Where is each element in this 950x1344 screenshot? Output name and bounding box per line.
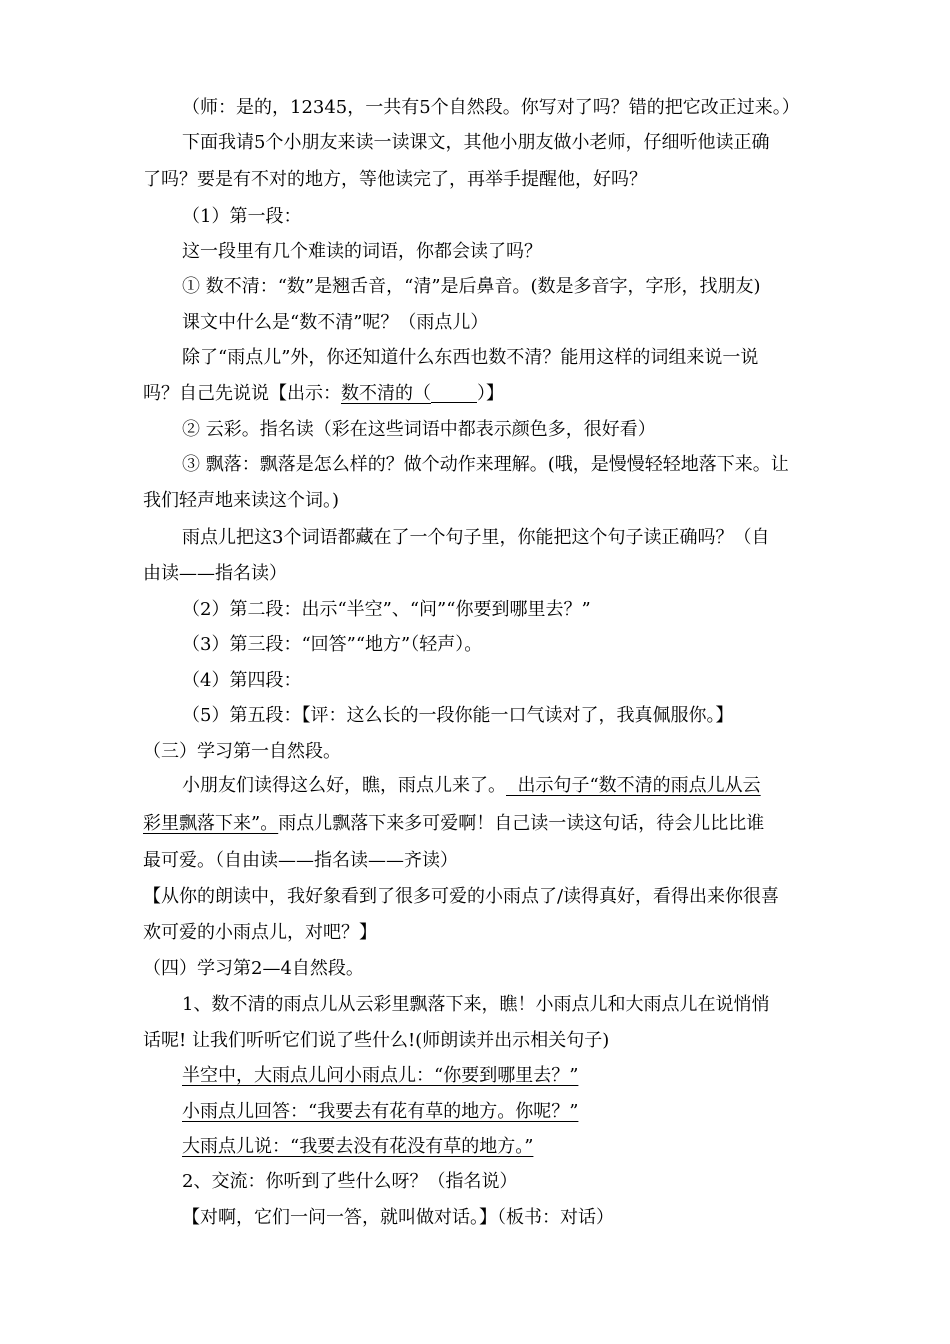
text-line: 下面我请5个小朋友来读一读课文，其他小朋友做小老师，仔细听他读正确 bbox=[182, 132, 770, 153]
text-line: ② 云彩。指名读（彩在这些词语中都表示颜色多，很好看） bbox=[182, 419, 656, 440]
text-line bbox=[182, 774, 761, 798]
section-heading: （四）学习第2—4自然段。 bbox=[143, 958, 364, 979]
text-line: （师：是的，12345，一共有5个自然段。你写对了吗？错的把它改正过来。） bbox=[182, 97, 800, 118]
text-line: 课文中什么是“数不清”呢？（雨点儿） bbox=[182, 312, 489, 333]
dialogue-sentence: 大雨点儿说：“我要去没有花没有草的地方。” bbox=[182, 1136, 534, 1157]
dialogue-sentence: 小雨点儿回答：“我要去有花有草的地方。你呢？” bbox=[182, 1101, 579, 1122]
text-line: 话呢! 让我们听听它们说了些什么!(师朗读并出示相关句子) bbox=[143, 1030, 610, 1051]
text-segment: 雨点儿飘落下来多可爱啊！自己读一读这句话，待会儿比比谁 bbox=[278, 813, 765, 834]
text-line: （2）第二段：出示“半空”、“问”“你要到哪里去？” bbox=[182, 599, 591, 620]
text-line: 我们轻声地来读这个词。) bbox=[143, 490, 340, 511]
text-segment: 小朋友们读得这么好，瞧，雨点儿来了。 bbox=[182, 775, 506, 796]
fill-blank bbox=[431, 384, 477, 403]
text-line: 雨点儿把这3个词语都藏在了一个句子里，你能把这个句子读正确吗？（自 bbox=[182, 527, 770, 548]
text-line: 最可爱。（自由读——指名读——齐读） bbox=[143, 850, 458, 871]
text-segment: 吗？自己先说说【出示： bbox=[143, 383, 341, 404]
text-line: （5）第五段：【评：这么长的一段你能一口气读对了，我真佩服你。】 bbox=[182, 705, 734, 726]
text-line: （1）第一段： bbox=[182, 206, 302, 227]
text-line: ③ 飘落：飘落是怎么样的？做个动作来理解。(哦，是慢慢轻轻地落下来。让 bbox=[182, 454, 789, 475]
text-line: ① 数不清：“数”是翘舌音，“清”是后鼻音。(数是多音字，字形，找朋友) bbox=[182, 276, 761, 297]
text-line: 欢可爱的小雨点儿，对吧？】 bbox=[143, 922, 377, 943]
underlined-text: 出示句子“数不清的雨点儿从云 bbox=[506, 775, 761, 796]
section-heading: （三）学习第一自然段。 bbox=[143, 741, 341, 762]
text-segment: ）】 bbox=[477, 383, 504, 404]
text-line bbox=[143, 382, 504, 406]
text-line: 了吗？要是有不对的地方，等他读完了，再举手提醒他，好吗？ bbox=[143, 169, 647, 190]
text-line: 2、交流：你听到了些什么呀？（指名说） bbox=[182, 1171, 518, 1192]
text-line: 【对啊，它们一问一答，就叫做对话。】（板书：对话） bbox=[182, 1207, 614, 1228]
text-line: 由读——指名读） bbox=[143, 563, 287, 584]
text-line: （3）第三段：“回答”“地方”（轻声）。 bbox=[182, 634, 483, 655]
text-line: （4）第四段： bbox=[182, 670, 302, 691]
text-line: 这一段里有几个难读的词语，你都会读了吗？ bbox=[182, 241, 542, 262]
dialogue-sentence: 半空中，大雨点儿问小雨点儿：“你要到哪里去？” bbox=[182, 1065, 579, 1086]
underlined-text: 数不清的（ bbox=[341, 383, 431, 404]
underlined-text: 彩里飘落下来”。 bbox=[143, 813, 279, 834]
text-line: 除了“雨点儿”外，你还知道什么东西也数不清？能用这样的词组来说一说 bbox=[182, 347, 759, 368]
text-line: 【从你的朗读中，我好象看到了很多可爱的小雨点了/读得真好，看得出来你很喜 bbox=[143, 886, 780, 907]
text-line: 1、数不清的雨点儿从云彩里飘落下来，瞧！小雨点儿和大雨点儿在说悄悄 bbox=[182, 994, 770, 1015]
text-line bbox=[143, 812, 764, 836]
